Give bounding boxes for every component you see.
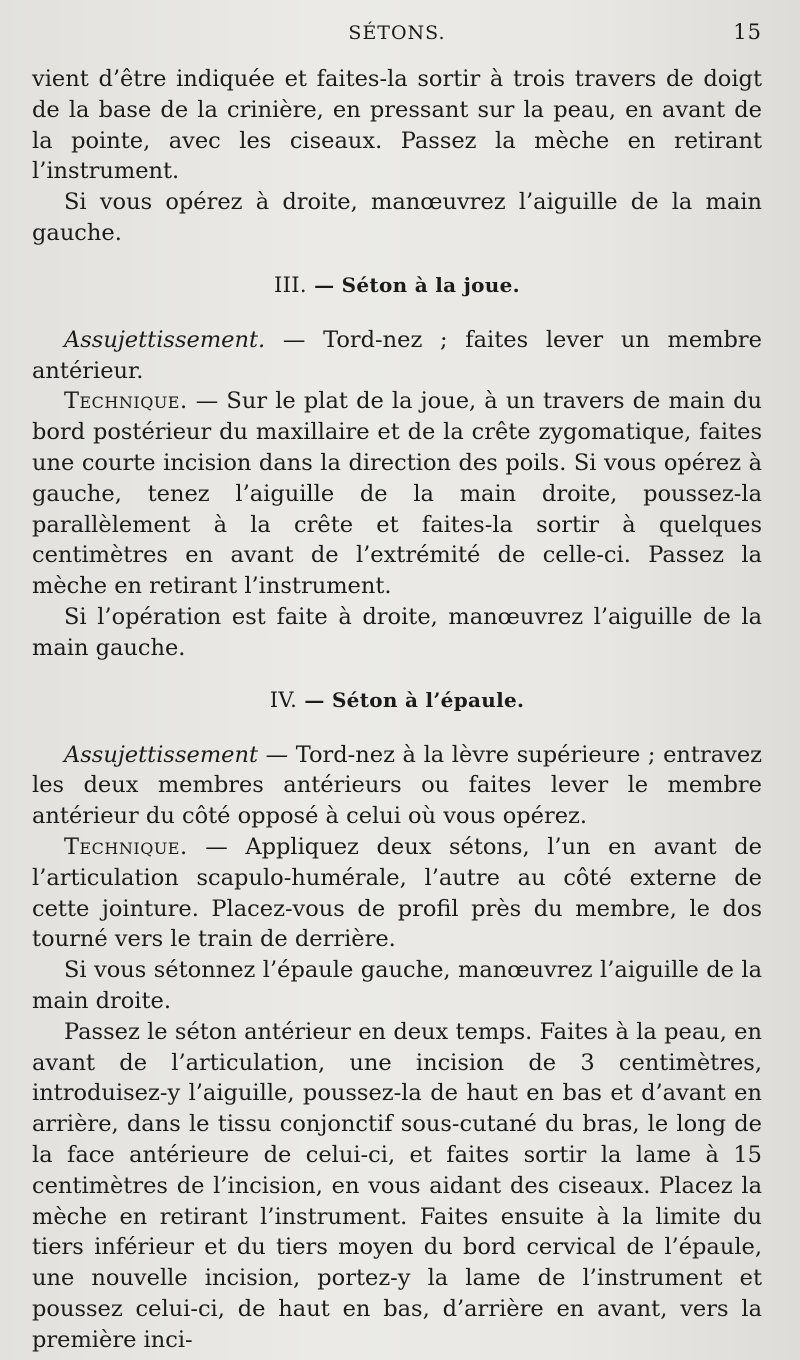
- technique-label: Technique.: [64, 388, 188, 415]
- paragraph-epaule-gauche: Si vous sétonnez l’épaule gauche, manœuvrez l’aiguille de la main droite.: [32, 957, 762, 1014]
- paragraph-continuation: vient d’être indiquée et faites-la sortir à trois travers de doigt de la base de la crinière, en pressant sur la peau, en avant de la pointe, avec les ciseaux. Passez la mèche en retirant l’instrument.: [32, 66, 762, 185]
- technique-text: — Appliquez deux sétons, l’un en avant de l’articulation scapulo-humérale, l’autre au côté externe de cette jointure. Placez-vous de profil près du membre, le dos tourné vers le train de derrière.: [32, 833, 762, 953]
- running-head: [32, 0, 762, 64]
- assujettissement-label: Assujettissement.: [64, 326, 266, 353]
- section-title: Séton à l’épaule.: [331, 687, 525, 712]
- technique-label: Technique.: [64, 833, 188, 860]
- paragraph-assujettissement-joue: [32, 325, 762, 387]
- section-numeral: III.: [274, 272, 307, 297]
- section-heading-joue-wrap: [32, 249, 762, 325]
- page-number: 15: [733, 20, 762, 44]
- section-numeral: IV.: [269, 687, 298, 712]
- section-heading-epaule: [32, 688, 762, 712]
- paragraph-joue-right-side: Si l’opération est faite à droite, manœuvrez l’aiguille de la main gauche.: [32, 603, 762, 661]
- heading-dash: —: [297, 687, 332, 712]
- running-title: SÉTONS.: [348, 22, 446, 44]
- section-title: Séton à la joue.: [341, 272, 520, 297]
- assujettissement-label: Assujettissement: [64, 741, 258, 768]
- heading-dash: —: [306, 272, 342, 297]
- paragraph-technique-epaule: [32, 832, 762, 955]
- technique-text: — Sur le plat de la joue, à un travers de main du bord postérieur du maxillaire et de la crête zygomatique, faites une courte incision dans la direction des poils. Si vous opérez à gauche, tenez l’aiguille de la main droite, poussez-la parallèlement à la crête et faites-la sortir à quelques centimètres en avant de l’extrémité de celle-ci. Passez la mèche en retirant l’instrument.: [32, 388, 762, 600]
- assujettissement-text: — Tord-nez à la lèvre supérieure ; entravez les deux membres antérieurs ou faites lever le membre antérieur du côté opposé à celui où vous opérez.: [32, 741, 762, 830]
- section-heading-joue: [32, 273, 762, 297]
- paragraph-right-side: Si vous opérez à droite, manœuvrez l’aiguille de la main gauche.: [32, 189, 762, 246]
- section-heading-epaule-wrap: [32, 664, 762, 740]
- paragraph-assujettissement-epaule: [32, 740, 762, 832]
- paragraph-seton-anterieur: Passez le séton antérieur en deux temps. Faites à la peau, en avant de l’articulation, une incision de 3 centimètres, introduisez-y l’aiguille, poussez-la de haut en bas et d’avant en arrière, dans le tissu conjonctif sous-cutané du bras, le long de la face antérieure de celui-ci, et faites sortir la lame à 15 centimètres de l’incision, en vous aidant des ciseaux. Placez la mèche en retirant l’instrument. Faites ensuite à la limite du tiers inférieur et du tiers moyen du bord cervical de l’épaule, une nouvelle incision, portez-y la lame de l’instrument et poussez celui-ci, de haut en bas, d’arrière en avant, vers la première inci-: [32, 1018, 762, 1353]
- assujettissement-text: — Tord-nez ; faites lever un membre antérieur.: [32, 326, 762, 384]
- paragraph-technique-joue: [32, 386, 762, 602]
